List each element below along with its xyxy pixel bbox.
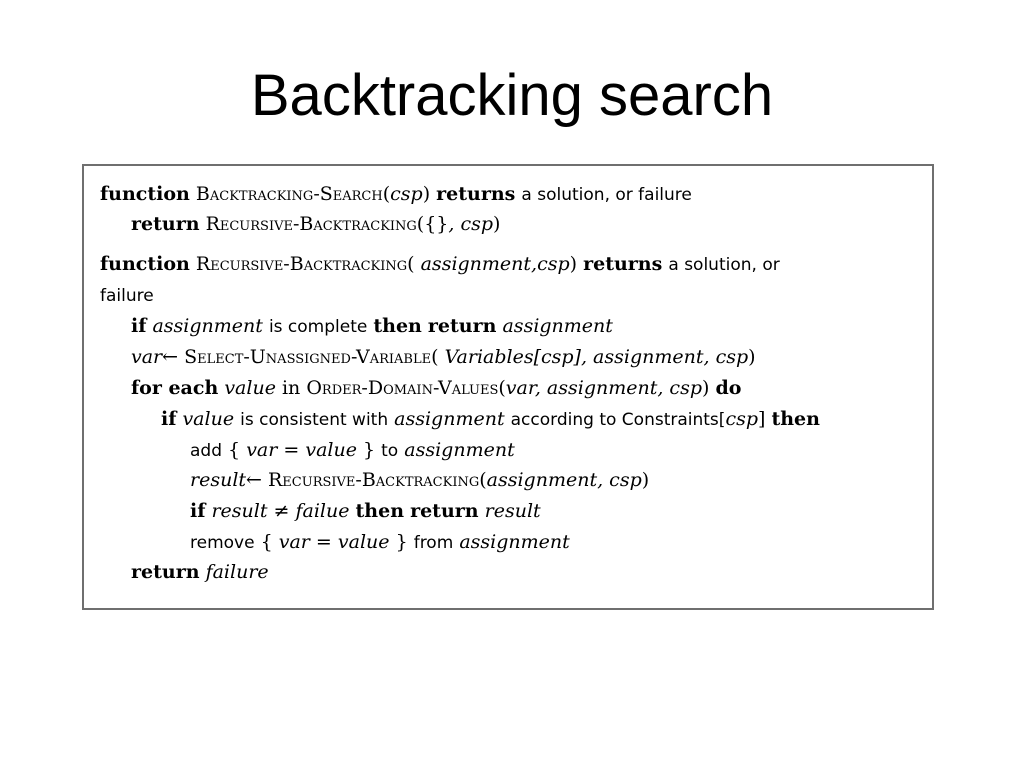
slide-title: Backtracking search	[250, 63, 774, 128]
function-name: Recursive-Backtracking(	[195, 253, 415, 275]
brace-close: }	[363, 439, 376, 461]
args: Variables[csp], assignment, csp	[444, 346, 749, 368]
variable: var	[131, 346, 163, 368]
algorithm-line-9	[190, 438, 515, 463]
variable: assignment	[152, 315, 263, 337]
paren-close: )	[493, 213, 501, 235]
bracket-close: ]	[758, 408, 766, 430]
param: csp	[390, 183, 423, 205]
brace-open: {	[228, 439, 241, 461]
assign-arrow: ←	[162, 346, 179, 368]
function-name: Backtracking-Search(	[195, 183, 391, 205]
function-call: Select-Unassigned-Variable(	[184, 346, 439, 368]
brace-open: {	[260, 531, 273, 553]
keyword-for-each: for each	[131, 377, 219, 399]
algorithm-line-4	[100, 283, 154, 308]
return-description-cont: failure	[100, 286, 154, 306]
args: , csp	[448, 213, 494, 235]
variable: value	[182, 408, 235, 430]
return-description: a solution, or failure	[521, 185, 692, 205]
keyword-return: return	[427, 315, 497, 337]
algorithm-line-11	[190, 499, 541, 523]
expression: result ≠ failue	[211, 500, 350, 522]
paren-close: )	[702, 377, 710, 399]
function-call: Recursive-Backtracking(	[268, 469, 487, 491]
algorithm-line-2	[131, 212, 500, 236]
keyword-return: return	[410, 500, 479, 522]
algorithm-box	[82, 164, 934, 610]
return-value: assignment	[502, 315, 613, 337]
algorithm-line-13	[131, 560, 269, 584]
algorithm-line-12	[190, 530, 570, 555]
algorithm-line-8	[161, 407, 820, 432]
args: var, assignment, csp	[505, 377, 702, 399]
brace-close: }	[395, 531, 408, 553]
keyword-return: return	[131, 213, 200, 235]
paren-close: )	[569, 253, 578, 275]
assignment-ref: assignment	[459, 531, 570, 553]
assignment-ref: assignment	[394, 408, 505, 430]
variable: result	[190, 469, 247, 491]
return-value: failure	[205, 561, 269, 583]
keyword-if: if	[131, 315, 147, 337]
action-add: add	[190, 441, 222, 461]
constraints-text: according to Constraints[	[510, 410, 726, 430]
keyword-if: if	[190, 500, 206, 522]
keyword-then: then	[355, 500, 405, 522]
variable: value	[224, 377, 276, 399]
keyword-then: then	[771, 408, 820, 430]
condition-text: is consistent with	[240, 410, 389, 430]
keyword-if: if	[161, 408, 177, 430]
algorithm-line-6	[131, 345, 756, 369]
keyword-in: in	[281, 377, 301, 399]
assignment-ref: assignment	[404, 439, 515, 461]
keyword-returns: returns	[583, 253, 663, 275]
keyword-function: function	[100, 183, 190, 205]
paren-close: )	[422, 183, 431, 205]
condition-text: is complete	[268, 317, 368, 337]
action-remove: remove	[190, 533, 255, 553]
keyword-do: do	[715, 377, 742, 399]
keyword-return: return	[131, 561, 200, 583]
params: assignment,csp	[420, 253, 570, 275]
preposition: from	[413, 533, 454, 553]
expression: var = value	[246, 439, 357, 461]
algorithm-line-3	[100, 252, 780, 277]
keyword-function: function	[100, 253, 190, 275]
expression: var = value	[278, 531, 390, 553]
algorithm-line-1	[100, 182, 692, 207]
algorithm-line-10	[190, 468, 649, 492]
assign-arrow: ←	[246, 469, 262, 491]
return-description: a solution, or	[668, 255, 780, 275]
csp-ref: csp	[725, 408, 758, 430]
function-call: Order-Domain-Values(	[306, 377, 506, 399]
paren-close: )	[641, 469, 650, 491]
args: assignment, csp	[486, 469, 642, 491]
algorithm-line-7	[131, 376, 741, 400]
algorithm-line-5	[131, 314, 613, 339]
paren-close: )	[748, 346, 756, 368]
return-value: result	[484, 500, 541, 522]
function-call: Recursive-Backtracking({}	[205, 213, 449, 235]
preposition: to	[381, 441, 399, 461]
keyword-returns: returns	[436, 183, 516, 205]
keyword-then: then	[373, 315, 422, 337]
